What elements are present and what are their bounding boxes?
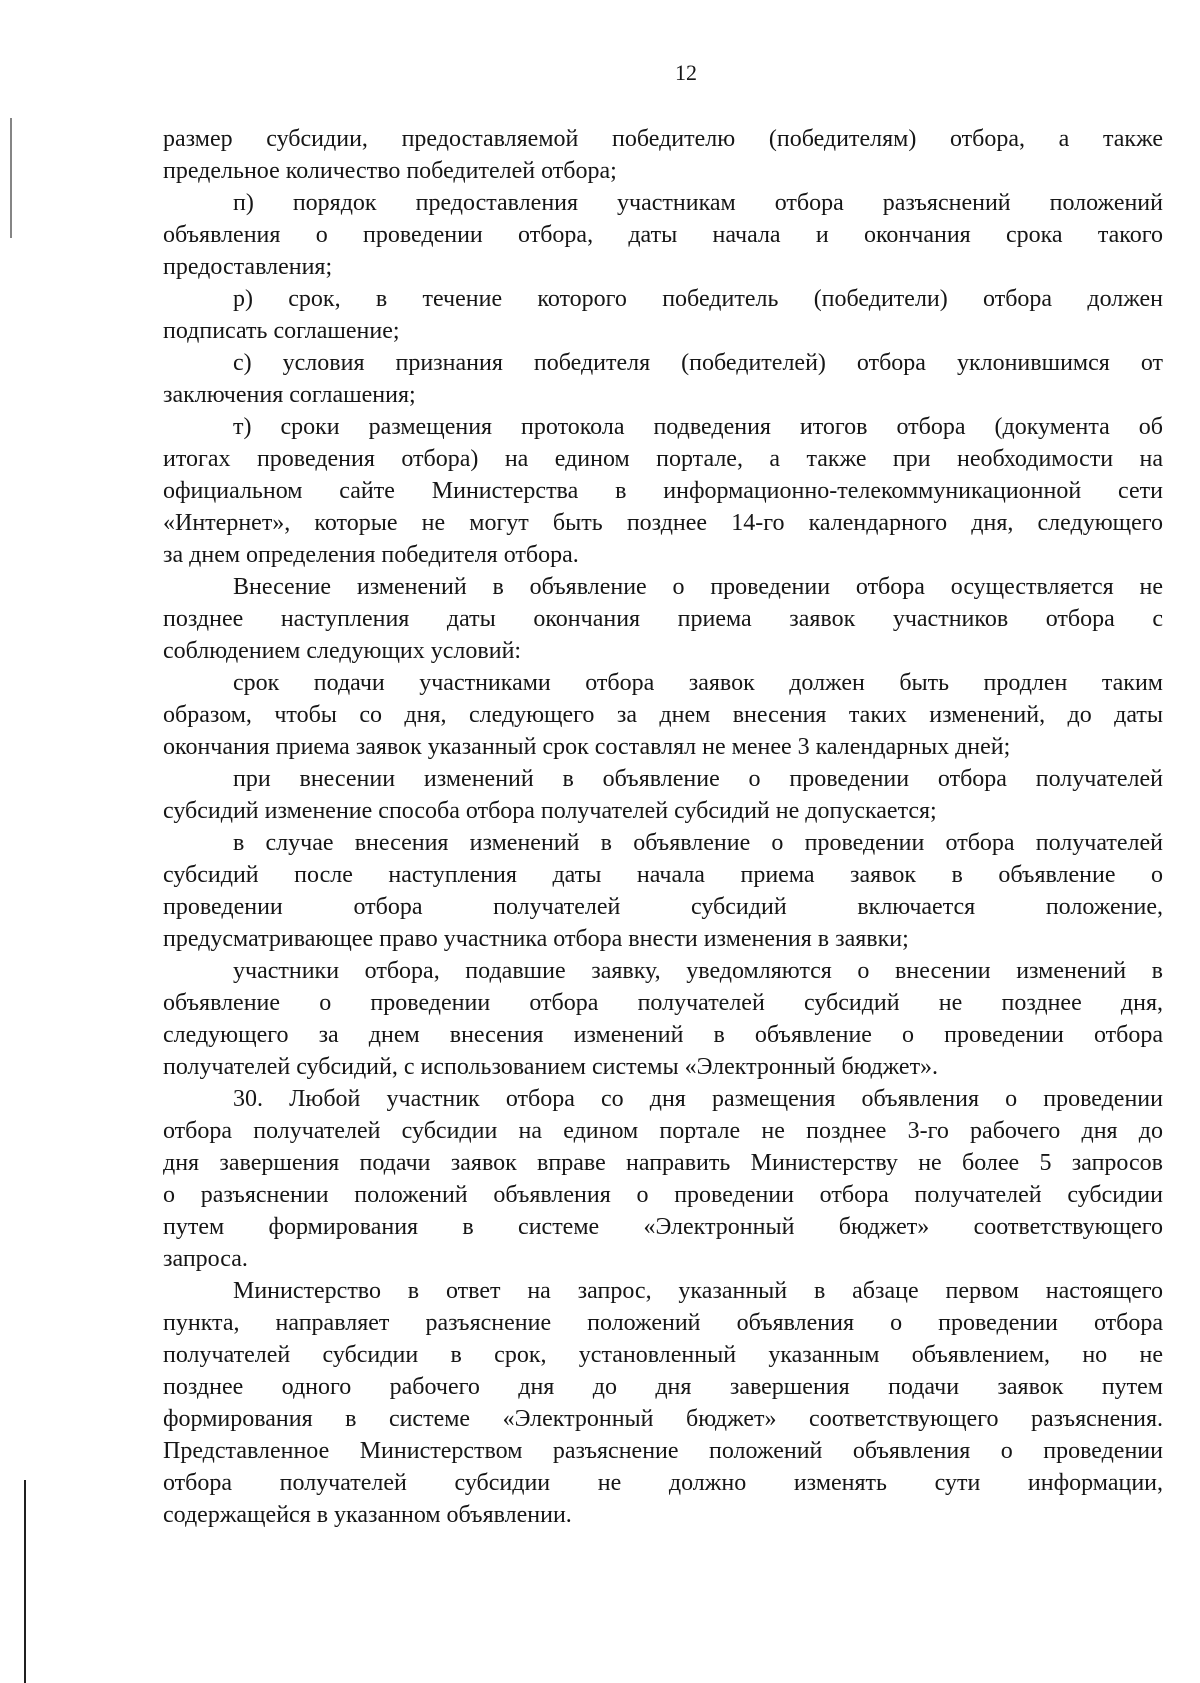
paragraph xyxy=(163,123,1163,187)
text-line: с) условия признания победителя (победителей) отбора уклонившимся от xyxy=(233,350,1163,376)
text-line: о разъяснении положений объявления о проведении отбора получателей субсидии xyxy=(163,1182,1163,1208)
text-line: Представленное Министерством разъяснение положений объявления о проведении xyxy=(163,1438,1163,1464)
text-line: объявление о проведении отбора получателей субсидий не позднее дня, xyxy=(163,990,1163,1016)
text-line: предусматривающее право участника отбора внести изменения в заявки; xyxy=(163,926,909,952)
paragraph xyxy=(163,827,1163,955)
text-line: официальном сайте Министерства в информационно-телекоммуникационной сети xyxy=(163,478,1163,504)
paragraph xyxy=(163,411,1163,571)
text-line: образом, чтобы со дня, следующего за днем внесения таких изменений, до даты xyxy=(163,702,1163,728)
text-line: позднее одного рабочего дня до дня завершения подачи заявок путем xyxy=(163,1374,1163,1400)
text-line: соблюдением следующих условий: xyxy=(163,638,522,664)
text-line: участники отбора, подавшие заявку, уведомляются о внесении изменений в xyxy=(233,958,1163,984)
text-line: предоставления; xyxy=(163,254,333,280)
text-line: срок подачи участниками отбора заявок должен быть продлен таким xyxy=(233,670,1163,696)
paragraph xyxy=(163,187,1163,283)
paragraph xyxy=(163,1275,1163,1531)
paragraph xyxy=(163,667,1163,763)
scan-edge-mark xyxy=(10,118,12,238)
page-number: 12 xyxy=(675,60,697,85)
text-line: путем формирования в системе «Электронный бюджет» соответствующего xyxy=(163,1214,1163,1240)
text-line: при внесении изменений в объявление о проведении отбора получателей xyxy=(233,766,1163,792)
text-line: заключения соглашения; xyxy=(163,382,416,408)
text-line: размер субсидии, предоставляемой победителю (победителям) отбора, а также xyxy=(163,126,1163,152)
text-line: дня завершения подачи заявок вправе направить Министерству не более 5 запросов xyxy=(163,1150,1163,1176)
text-line: окончания приема заявок указанный срок составлял не менее 3 календарных дней; xyxy=(163,734,1011,760)
text-line: получателей субсидии в срок, установленный указанным объявлением, но не xyxy=(163,1342,1163,1368)
text-line: предельное количество победителей отбора; xyxy=(163,158,617,184)
paragraph xyxy=(163,571,1163,667)
paragraph xyxy=(163,347,1163,411)
text-line: следующего за днем внесения изменений в объявление о проведении отбора xyxy=(163,1022,1163,1048)
text-line: пункта, направляет разъяснение положений объявления о проведении отбора xyxy=(163,1310,1163,1336)
document-body xyxy=(163,123,1163,1531)
text-line: субсидий изменение способа отбора получателей субсидий не допускается; xyxy=(163,798,937,824)
text-line: т) сроки размещения протокола подведения итогов отбора (документа об xyxy=(233,414,1163,440)
text-line: отбора получателей субсидии на едином портале не позднее 3-го рабочего дня до xyxy=(163,1118,1163,1144)
text-line: субсидий после наступления даты начала приема заявок в объявление о xyxy=(163,862,1163,888)
text-line: р) срок, в течение которого победитель (победители) отбора должен xyxy=(233,286,1163,312)
text-line: объявления о проведении отбора, даты начала и окончания срока такого xyxy=(163,222,1163,248)
paragraph xyxy=(163,1083,1163,1275)
text-line: 30. Любой участник отбора со дня размещения объявления о проведении xyxy=(233,1086,1163,1112)
text-line: итогах проведения отбора) на едином портале, а также при необходимости на xyxy=(163,446,1163,472)
text-line: отбора получателей субсидии не должно изменять сути информации, xyxy=(163,1470,1163,1496)
text-line: за днем определения победителя отбора. xyxy=(163,542,579,568)
text-line: Внесение изменений в объявление о проведении отбора осуществляется не xyxy=(233,574,1163,600)
text-line: позднее наступления даты окончания приема заявок участников отбора с xyxy=(163,606,1163,632)
text-line: проведении отбора получателей субсидий включается положение, xyxy=(163,894,1163,920)
paragraph xyxy=(163,763,1163,827)
text-line: запроса. xyxy=(163,1246,248,1272)
text-line: п) порядок предоставления участникам отбора разъяснений положений xyxy=(233,190,1163,216)
scan-edge-mark xyxy=(24,1480,26,1683)
text-line: формирования в системе «Электронный бюджет» соответствующего разъяснения. xyxy=(163,1406,1163,1432)
text-line: «Интернет», которые не могут быть позднее 14-го календарного дня, следующего xyxy=(163,510,1163,536)
text-line: в случае внесения изменений в объявление о проведении отбора получателей xyxy=(233,830,1163,856)
text-line: подписать соглашение; xyxy=(163,318,400,344)
paragraph xyxy=(163,955,1163,1083)
text-line: Министерство в ответ на запрос, указанный в абзаце первом настоящего xyxy=(233,1278,1163,1304)
paragraph xyxy=(163,283,1163,347)
text-line: получателей субсидий, с использованием системы «Электронный бюджет». xyxy=(163,1054,939,1080)
text-line: содержащейся в указанном объявлении. xyxy=(163,1502,572,1528)
